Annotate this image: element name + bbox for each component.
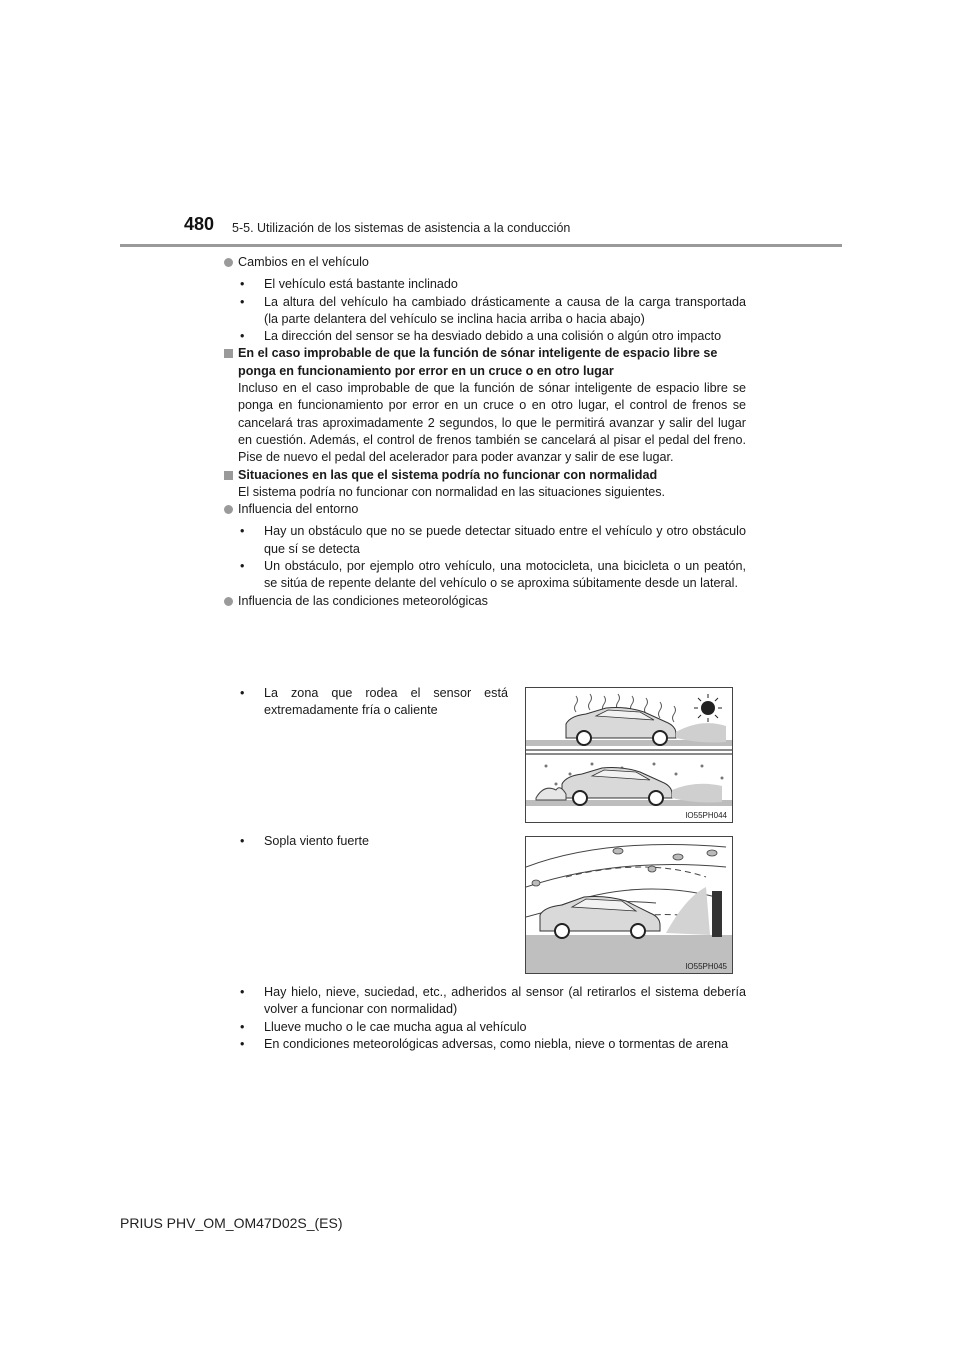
wind-illustration	[525, 836, 733, 974]
vehicle-changes-heading: Cambios en el vehículo	[224, 254, 746, 271]
list-item: • Sopla viento fuerte	[238, 833, 508, 850]
header-divider	[120, 244, 842, 247]
list-item: • La zona que rodea el sensor está extremadamente fría o caliente	[238, 685, 508, 720]
list-item: • Llueve mucho o le cae mucha agua al vehículo	[238, 1019, 746, 1036]
section-title: 5-5. Utilización de los sistemas de asistencia a la conducción	[232, 221, 571, 235]
temperature-illustration-svg	[526, 688, 732, 822]
figure-code: IO55PH044	[685, 811, 727, 820]
weather-heading: Influencia de las condiciones meteorológicas	[224, 593, 746, 610]
weather-items-wind	[238, 833, 508, 850]
list-item: • Hay un obstáculo que no se puede detectar situado entre el vehículo y otro obstáculo que sí se detecta	[238, 523, 746, 558]
weather-items-after	[224, 984, 746, 1053]
list-item: • Un obstáculo, por ejemplo otro vehículo, una motocicleta, una bicicleta o un peatón, se sitúa de repente delante del vehículo o se aproxima súbitamente desde un lateral.	[238, 558, 746, 593]
list-item: • La dirección del sensor se ha desviado debido a una colisión o algún otro impacto	[238, 328, 746, 345]
page-content	[224, 254, 746, 610]
manual-code: PRIUS PHV_OM_OM47D02S_(ES)	[120, 1215, 343, 1231]
environment-list	[224, 523, 746, 592]
figure-code: IO55PH045	[685, 962, 727, 971]
page-number: 480	[184, 214, 215, 234]
wind-illustration-svg	[526, 837, 732, 973]
list-item: • La altura del vehículo ha cambiado drásticamente a causa de la carga transportada (la parte delantera del vehículo se inclina hacia arriba o hacia abajo)	[238, 294, 746, 329]
unlikely-case-heading: En el caso improbable de que la función de sónar inteligente de espacio libre se ponga en funcionamiento por error en un cruce o en otro lugar	[224, 345, 746, 380]
list-item: • El vehículo está bastante inclinado	[238, 276, 746, 293]
situations-heading: Situaciones en las que el sistema podría no funcionar con normalidad	[224, 467, 746, 484]
temperature-illustration	[525, 687, 733, 823]
unlikely-case-body: Incluso en el caso improbable de que la función de sónar inteligente de espacio libre se ponga en funcionamiento por error en un cruce o en otro lugar, el control de frenos se cancelará tras aproximadamente 2 segundos, lo que le permitirá avanzar y salir del lugar en cuestión. Además, el control de frenos también se cancelará al pisar el pedal del freno. Pise de nuevo el pedal del acelerador para poder avanzar y salir de ese lugar.	[238, 381, 746, 465]
environment-heading: Influencia del entorno	[224, 501, 746, 518]
weather-items	[238, 685, 508, 720]
situations-body: El sistema podría no funcionar con normalidad en las situaciones siguientes.	[238, 484, 666, 499]
list-item: • Hay hielo, nieve, suciedad, etc., adheridos al sensor (al retirarlos el sistema debería volver a funcionar con normalidad)	[238, 984, 746, 1019]
vehicle-changes-list	[224, 276, 746, 345]
list-item: • En condiciones meteorológicas adversas, como niebla, nieve o tormentas de arena	[238, 1036, 746, 1053]
